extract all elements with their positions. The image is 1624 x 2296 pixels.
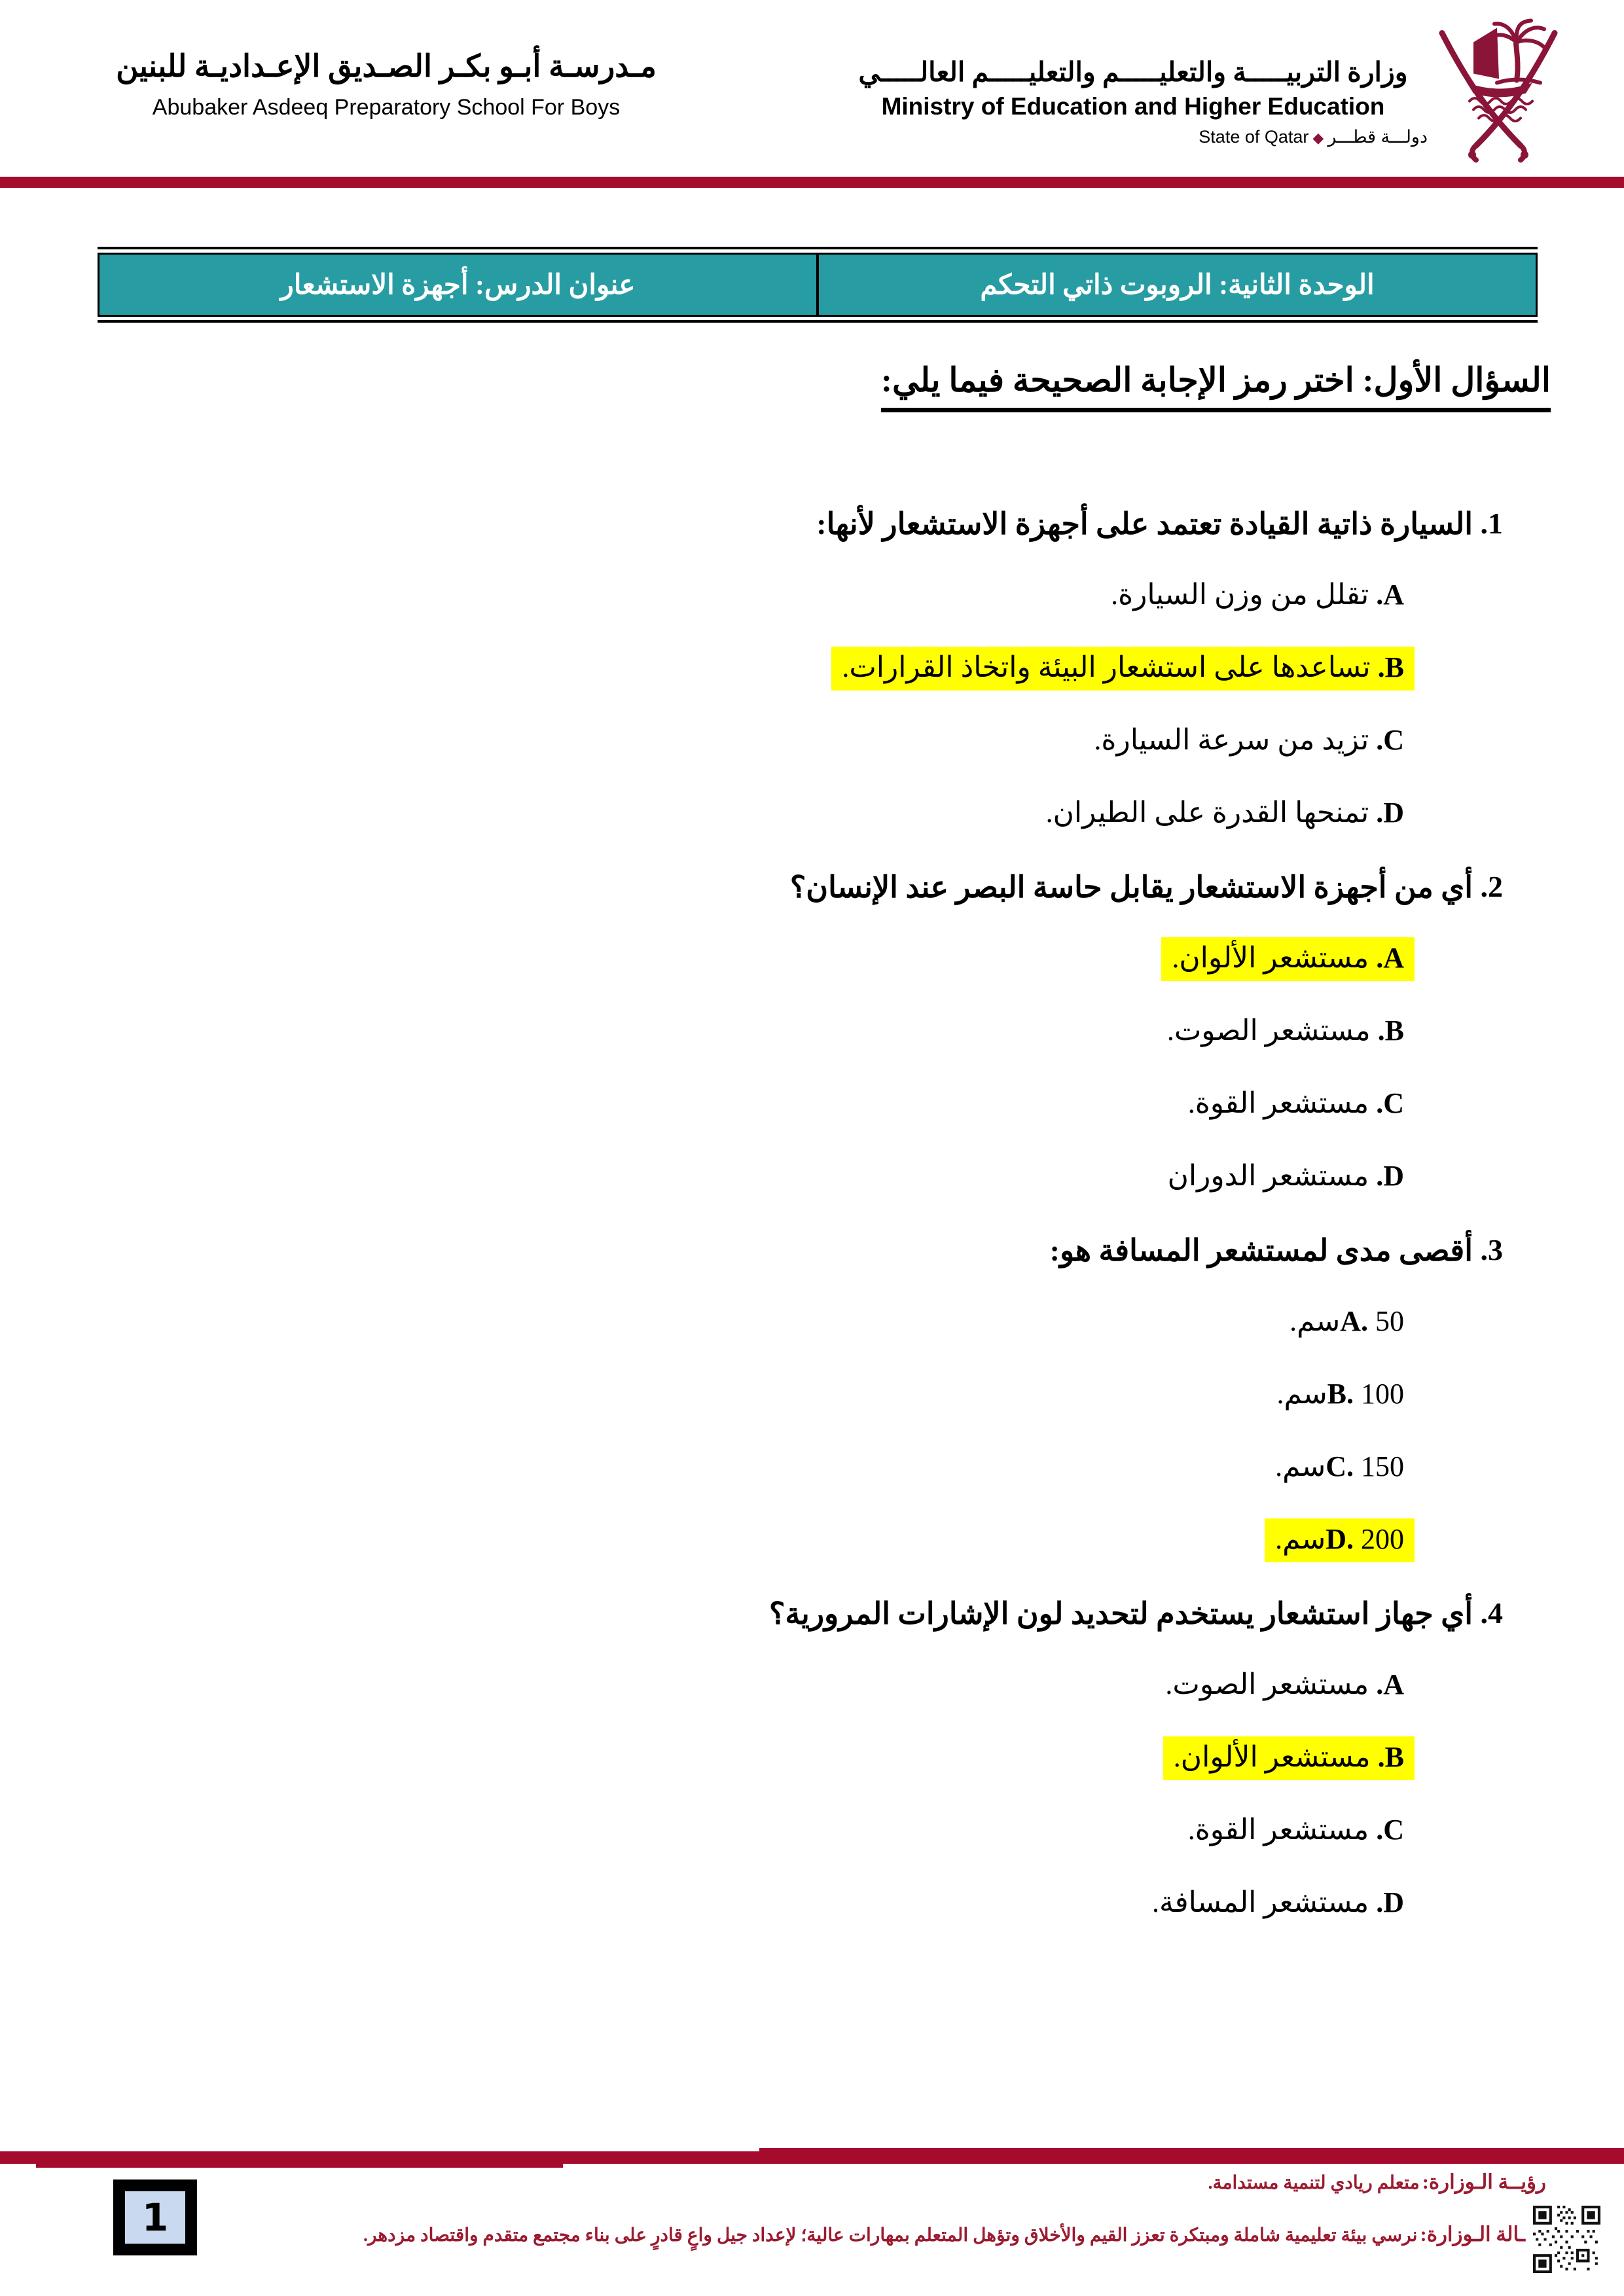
option-line — [0, 1431, 1624, 1504]
option-line — [0, 560, 1624, 632]
option-box-highlighted — [831, 647, 1415, 691]
option-box — [1157, 1010, 1415, 1054]
option-letter: C. — [1326, 1450, 1354, 1482]
mission-label: ـالة الـوزارة: — [1420, 2223, 1525, 2246]
question-line — [0, 487, 1624, 560]
option-box — [1178, 1809, 1415, 1853]
option-text: مستشعر الصوت. — [1166, 1014, 1371, 1047]
ministry-name-arabic: وزارة التربيـــــة والتعليـــــم والتعليـــــم العالـــــي — [858, 57, 1408, 87]
lesson-info-table — [98, 247, 1538, 323]
option-line — [0, 923, 1624, 996]
school-name-english: Abubaker Asdeeq Preparatory School For Boys — [152, 95, 621, 120]
option-letter: B. — [1377, 651, 1404, 683]
option-box — [1178, 1083, 1415, 1126]
option-letter: C. — [1376, 1814, 1404, 1846]
option-box-highlighted — [1163, 1736, 1415, 1780]
page-number: 1 — [125, 2191, 185, 2244]
option-line — [0, 1141, 1624, 1213]
option-letter: C. — [1376, 1087, 1404, 1119]
option-box — [1266, 1373, 1415, 1417]
option-text: مستشعر الألوان. — [1173, 1741, 1371, 1773]
option-line — [0, 705, 1624, 778]
ministry-name-english: Ministry of Education and Higher Education — [881, 93, 1385, 120]
questions-list — [0, 487, 1624, 1940]
option-box — [1279, 1300, 1415, 1344]
option-letter: B. — [1377, 1014, 1404, 1047]
option-line — [0, 996, 1624, 1068]
option-line — [0, 1867, 1624, 1940]
option-box-highlighted — [1161, 937, 1415, 981]
option-line — [0, 1722, 1624, 1795]
option-letter: C. — [1376, 724, 1404, 756]
question-text: السيارة ذاتية القيادة تعتمد على أجهزة الاستشعار لأنها: — [816, 507, 1473, 541]
option-line — [0, 1068, 1624, 1141]
option-text: 100سم. — [1276, 1378, 1404, 1410]
ministry-header-block — [839, 56, 1428, 147]
question-line — [0, 850, 1624, 923]
option-text: 50سم. — [1290, 1305, 1404, 1337]
option-text: 200سم. — [1275, 1523, 1404, 1555]
lesson-title-cell: عنوان الدرس: أجهزة الاستشعار — [280, 270, 636, 300]
option-box — [1265, 1446, 1415, 1490]
option-text: تمنحها القدرة على الطيران. — [1045, 797, 1369, 829]
option-text: تقلل من وزن السيارة. — [1111, 579, 1369, 611]
question-number: 1. — [1480, 507, 1503, 540]
option-line — [0, 1649, 1624, 1722]
option-line — [0, 1286, 1624, 1359]
option-box-highlighted — [1265, 1518, 1415, 1562]
option-text: تساعدها على استشعار البيئة واتخاذ القرارات. — [842, 651, 1371, 683]
unit-title-cell: الوحدة الثانية: الروبوت ذاتي التحكم — [816, 255, 1536, 315]
option-letter: B. — [1377, 1741, 1404, 1773]
option-letter: A. — [1376, 579, 1404, 611]
option-text: مستشعر الدوران — [1167, 1160, 1369, 1192]
school-header-block — [98, 48, 674, 120]
question-number: 4. — [1480, 1596, 1503, 1630]
question-text: أقصى مدى لمستشعر المسافة هو: — [1049, 1233, 1473, 1267]
question-line — [0, 1213, 1624, 1286]
state-of-qatar-arabic: دولـــة قطـــر — [1327, 127, 1428, 147]
option-text: تزيد من سرعة السيارة. — [1094, 724, 1369, 756]
option-text: مستشعر الألوان. — [1172, 942, 1369, 974]
state-of-qatar-english: State of Qatar — [1199, 127, 1309, 147]
option-letter: A. — [1376, 942, 1404, 974]
ministry-vision-line — [1208, 2170, 1546, 2194]
footer-divider-bar-segment — [36, 2155, 563, 2168]
mission-text: نرسي بيئة تعليمية شاملة ومبتكرة تعزز القيم والأخلاق وتؤهل المتعلم بمهارات عالية؛ لإعداد جيل واعٍ قادرٍ على بناء مجتمع متقدم واقتصاد مزدهر. — [363, 2225, 1418, 2246]
question-text: أي جهاز استشعار يستخدم لتحديد لون الإشارات المرورية؟ — [768, 1596, 1473, 1630]
option-text: مستشعر الصوت. — [1165, 1668, 1369, 1700]
option-letter: A. — [1340, 1305, 1368, 1337]
lesson-info-table-inner — [98, 253, 1538, 317]
option-letter: B. — [1327, 1378, 1354, 1410]
option-text: مستشعر القوة. — [1187, 1087, 1369, 1119]
question-number: 3. — [1480, 1233, 1503, 1266]
question-number: 2. — [1480, 870, 1503, 903]
option-line — [0, 632, 1624, 705]
section-title-wrap — [0, 361, 1624, 412]
option-line — [0, 1795, 1624, 1867]
option-box — [1155, 1664, 1415, 1708]
option-text: 150سم. — [1275, 1450, 1404, 1482]
option-box — [1142, 1882, 1415, 1926]
option-text: مستشعر المسافة. — [1152, 1886, 1369, 1918]
diamond-bullet-icon: ◆ — [1312, 130, 1324, 146]
section-title: السؤال الأول: اختر رمز الإجابة الصحيحة فيما يلي: — [881, 361, 1551, 412]
state-of-qatar-line — [839, 127, 1428, 147]
option-letter: D. — [1376, 1160, 1404, 1192]
option-text: مستشعر القوة. — [1187, 1814, 1369, 1846]
page-number-box — [113, 2179, 197, 2255]
qatar-emblem-icon — [1433, 14, 1564, 168]
school-name-arabic: مـدرسـة أبـو بكـر الصـديق الإعـداديـة للبنين — [116, 50, 657, 84]
qr-code-icon — [1533, 2206, 1600, 2273]
option-letter: D. — [1376, 1886, 1404, 1918]
question-text: أي من أجهزة الاستشعار يقابل حاسة البصر عند الإنسان؟ — [789, 870, 1473, 904]
option-box — [1157, 1155, 1415, 1199]
option-letter: D. — [1376, 797, 1404, 829]
question-line — [0, 1577, 1624, 1649]
option-letter: A. — [1376, 1668, 1404, 1700]
ministry-mission-line — [363, 2223, 1525, 2246]
vision-label: رؤيــة الـوزارة: — [1422, 2170, 1546, 2193]
option-line — [0, 1504, 1624, 1577]
header-divider-bar — [0, 177, 1624, 188]
footer-divider-bar-segment — [759, 2148, 1624, 2162]
vision-text: متعلم ريادي لتنمية مستدامة. — [1208, 2173, 1420, 2193]
option-line — [0, 1359, 1624, 1431]
option-box — [1083, 719, 1415, 763]
option-line — [0, 778, 1624, 850]
option-box — [1100, 574, 1415, 618]
option-box — [1036, 792, 1415, 836]
option-letter: D. — [1326, 1523, 1354, 1555]
